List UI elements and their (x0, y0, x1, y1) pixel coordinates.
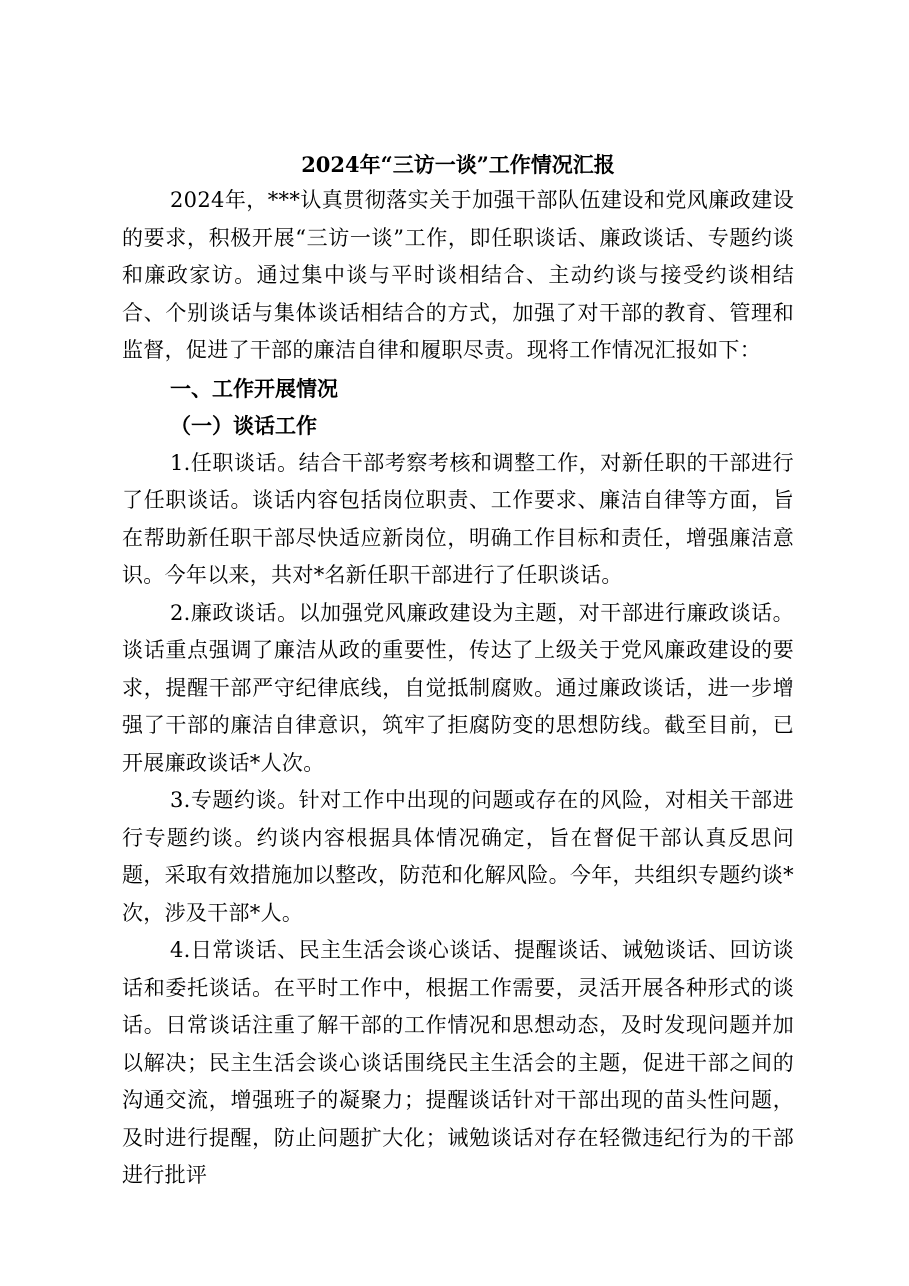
talk-items-list (122, 445, 794, 1195)
subsection-heading-talk-work: （一）谈话工作 (170, 413, 317, 438)
item-daily-talks: 4.日常谈话、民主生活会谈心谈话、提醒谈话、诫勉谈话、回访谈话和委托谈话。在平时工作中，根据工作需要，灵活开展各种形式的谈话。日常谈话注重了解干部的工作情况和思想动态，及时发现问题并加以解决；民主生活会谈心谈话围绕民主生活会的主题，促进干部之间的沟通交流，增强班子的凝聚力；提醒谈话针对干部出现的苗头性问题，及时进行提醒，防止问题扩大化；诫勉谈话对存在轻微违纪行为的干部进行批评 (122, 938, 794, 1187)
document-body (122, 148, 794, 1195)
item-integrity-talk: 2.廉政谈话。以加强党风廉政建设为主题，对干部进行廉政谈话。谈话重点强调了廉洁从政的重要性，传达了上级关于党风廉政建设的要求，提醒干部严守纪律底线，自觉抵制腐败。通过廉政谈话，进一步增强了干部的廉洁自律意识，筑牢了拒腐防变的思想防线。截至目前，已开展廉政谈话*人次。 (122, 600, 794, 775)
document-title: 2024年“三访一谈”工作情况汇报 (301, 152, 615, 177)
item-appointment-talk: 1.任职谈话。结合干部考察考核和调整工作，对新任职的干部进行了任职谈话。谈话内容包括岗位职责、工作要求、廉洁自律等方面，旨在帮助新任职干部尽快适应新岗位，明确工作目标和责任，增强廉洁意识。今年以来，共对*名新任职干部进行了任职谈话。 (122, 450, 794, 587)
item-special-interview: 3.专题约谈。针对工作中出现的问题或存在的风险，对相关干部进行专题约谈。约谈内容根据具体情况确定，旨在督促干部认真反思问题，采取有效措施加以整改，防范和化解风险。今年，共组织专题约谈*次，涉及干部*人。 (122, 788, 794, 925)
intro-paragraph: 2024年，***认真贯彻落实关于加强干部队伍建设和党风廉政建设的要求，积极开展“三访一谈”工作，即任职谈话、廉政谈话、专题约谈和廉政家访。通过集中谈与平时谈相结合、主动约谈与接受约谈相结合、个别谈话与集体谈话相结合的方式，加强了对干部的教育、管理和监督，促进了干部的廉洁自律和履职尽责。现将工作情况汇报如下： (122, 188, 794, 362)
section-heading-work-status: 一、工作开展情况 (170, 375, 338, 401)
